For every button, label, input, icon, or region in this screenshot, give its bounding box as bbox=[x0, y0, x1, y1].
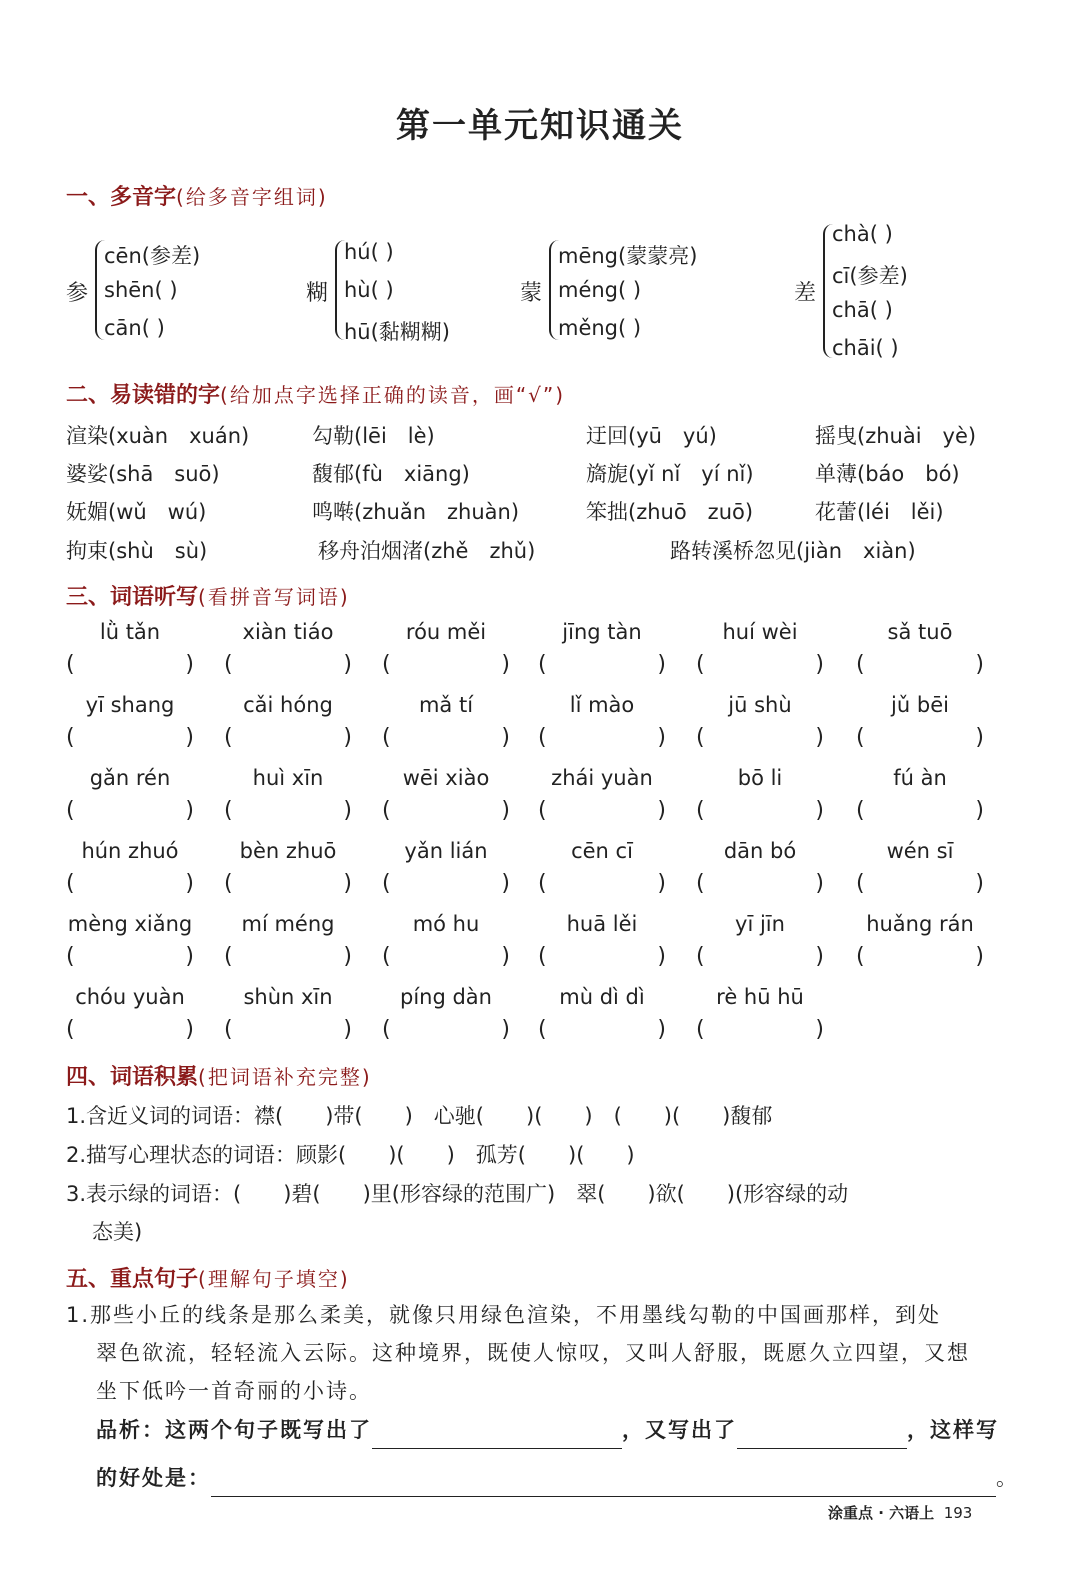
pinyin-prompt: wén sī bbox=[886, 839, 954, 863]
pinyin-prompt: wēi xiào bbox=[402, 766, 490, 790]
answer-box[interactable]: ( ) bbox=[224, 1017, 352, 1042]
pinyin-prompt: huǎng rán bbox=[866, 912, 974, 936]
pinyin-prompt: cēn cī bbox=[571, 839, 633, 863]
pinyin-prompt: sǎ tuō bbox=[887, 620, 953, 644]
answer-box[interactable]: ( ) bbox=[224, 652, 352, 677]
answer-box[interactable]: ( ) bbox=[696, 944, 824, 969]
answer-box[interactable]: ( ) bbox=[382, 725, 510, 750]
answer-box[interactable]: ( ) bbox=[66, 1017, 194, 1042]
answer-box[interactable]: ( ) bbox=[382, 798, 510, 823]
answer-box[interactable]: ( ) bbox=[382, 944, 510, 969]
pinyin-prompt: shùn xīn bbox=[243, 985, 333, 1009]
section-3-heading: 三、词语听写(看拼音写词语) bbox=[66, 585, 350, 610]
pinyin-prompt: huā lěi bbox=[566, 912, 638, 936]
pinyin-prompt: mǎ tí bbox=[418, 693, 474, 717]
answer-box[interactable]: ( ) bbox=[382, 1017, 510, 1042]
answer-box[interactable]: ( ) bbox=[538, 944, 666, 969]
pinyin-prompt: róu měi bbox=[405, 620, 487, 644]
pinyin-prompt: yī jīn bbox=[735, 912, 785, 936]
pinyin-prompt: bèn zhuō bbox=[239, 839, 337, 863]
answer-box[interactable]: ( ) bbox=[696, 1017, 824, 1042]
pinyin-prompt: jǔ bēi bbox=[891, 693, 949, 717]
answer-blank-1[interactable] bbox=[372, 1410, 622, 1449]
answer-box[interactable]: ( ) bbox=[856, 725, 984, 750]
answer-box[interactable]: ( ) bbox=[382, 871, 510, 896]
pinyin-prompt: hún zhuó bbox=[81, 839, 179, 863]
page-title: 第一单元知识通关 bbox=[396, 106, 684, 146]
pinyin-prompt: píng dàn bbox=[400, 985, 492, 1009]
sentence-line-2: 翠色欲流，轻轻流入云际。这种境界，既使人惊叹，又叫人舒服，既愿久立四望，又想 bbox=[96, 1341, 970, 1365]
pinyin-prompt: cǎi hóng bbox=[243, 693, 333, 717]
answer-box[interactable]: ( ) bbox=[538, 725, 666, 750]
answer-box[interactable]: ( ) bbox=[66, 871, 194, 896]
pinyin-prompt: mèng xiǎng bbox=[67, 912, 193, 936]
pinyin-prompt: yī shang bbox=[85, 693, 175, 717]
section-4-heading: 四、词语积累(把词语补充完整) bbox=[66, 1065, 372, 1090]
answer-box[interactable]: ( ) bbox=[538, 871, 666, 896]
answer-box[interactable]: ( ) bbox=[696, 798, 824, 823]
answer-box[interactable]: ( ) bbox=[856, 944, 984, 969]
answer-box[interactable]: ( ) bbox=[382, 652, 510, 677]
answer-blank-3[interactable] bbox=[211, 1458, 996, 1497]
idiom-line-3: 3.表示绿的词语：( )碧( )里(形容绿的范围广) 翠( )欲( )(形容绿的动 bbox=[66, 1182, 849, 1206]
answer-box[interactable]: ( ) bbox=[224, 725, 352, 750]
pinyin-prompt: jīng tàn bbox=[562, 620, 642, 644]
answer-box[interactable]: ( ) bbox=[66, 652, 194, 677]
pinyin-prompt: gǎn rén bbox=[89, 766, 171, 790]
answer-box[interactable]: ( ) bbox=[66, 944, 194, 969]
answer-blank-2[interactable] bbox=[737, 1410, 907, 1449]
answer-box[interactable]: ( ) bbox=[696, 725, 824, 750]
answer-box[interactable]: ( ) bbox=[538, 798, 666, 823]
pinyin-prompt: fú àn bbox=[893, 766, 947, 790]
pinyin-prompt: jū shù bbox=[728, 693, 792, 717]
pinyin-prompt: huí wèi bbox=[722, 620, 798, 644]
page-number: 193 bbox=[943, 1504, 973, 1522]
pinyin-prompt: xiàn tiáo bbox=[242, 620, 334, 644]
idiom-line-1: 1.含近义词的词语：襟( )带( ) 心驰( )( ) ( )( )馥郁 bbox=[66, 1104, 773, 1128]
answer-box[interactable]: ( ) bbox=[224, 944, 352, 969]
pinyin-prompt: chóu yuàn bbox=[75, 985, 185, 1009]
pinyin-prompt: mí méng bbox=[241, 912, 335, 936]
analysis-line: 品析：这两个句子既写出了 ，又写出了 ，这样写 bbox=[96, 1410, 999, 1449]
answer-box[interactable]: ( ) bbox=[856, 871, 984, 896]
pinyin-prompt: dān bó bbox=[723, 839, 797, 863]
answer-box[interactable]: ( ) bbox=[856, 652, 984, 677]
answer-box[interactable]: ( ) bbox=[224, 871, 352, 896]
pinyin-prompt: huì xīn bbox=[252, 766, 324, 790]
idiom-line-2: 2.描写心理状态的词语：顾影( )( ) 孤芳( )( ) bbox=[66, 1143, 635, 1167]
footer: 涂重点 · 六语上 193 bbox=[828, 1504, 973, 1522]
pinyin-prompt: zhái yuàn bbox=[551, 766, 653, 790]
pinyin-prompt: lǜ tǎn bbox=[99, 620, 161, 644]
pinyin-prompt: yǎn lián bbox=[404, 839, 488, 863]
sentence-line-3: 坐下低吟一首奇丽的小诗。 bbox=[96, 1379, 372, 1403]
answer-box[interactable]: ( ) bbox=[696, 871, 824, 896]
benefit-line: 的好处是： 。 bbox=[96, 1458, 1019, 1497]
answer-box[interactable]: ( ) bbox=[66, 798, 194, 823]
sentence-line-1: 1.那些小丘的线条是那么柔美，就像只用绿色渲染，不用墨线勾勒的中国画那样，到处 bbox=[66, 1303, 942, 1327]
answer-box[interactable]: ( ) bbox=[538, 652, 666, 677]
section-1-heading: 一、多音字(给多音字组词) bbox=[66, 185, 328, 210]
answer-box[interactable]: ( ) bbox=[696, 652, 824, 677]
pinyin-prompt: mù dì dì bbox=[559, 985, 645, 1009]
pinyin-prompt: lǐ mào bbox=[569, 693, 635, 717]
pinyin-prompt: bō li bbox=[737, 766, 783, 790]
answer-box[interactable]: ( ) bbox=[856, 798, 984, 823]
answer-box[interactable]: ( ) bbox=[224, 798, 352, 823]
answer-box[interactable]: ( ) bbox=[66, 725, 194, 750]
section-2-heading: 二、易读错的字(给加点字选择正确的读音，画“√”) bbox=[66, 383, 566, 408]
idiom-line-4: 态美) bbox=[92, 1220, 143, 1244]
section-5-heading: 五、重点句子(理解句子填空) bbox=[66, 1267, 350, 1292]
answer-box[interactable]: ( ) bbox=[538, 1017, 666, 1042]
pinyin-prompt: mó hu bbox=[412, 912, 480, 936]
pinyin-prompt: rè hū hū bbox=[716, 985, 804, 1009]
